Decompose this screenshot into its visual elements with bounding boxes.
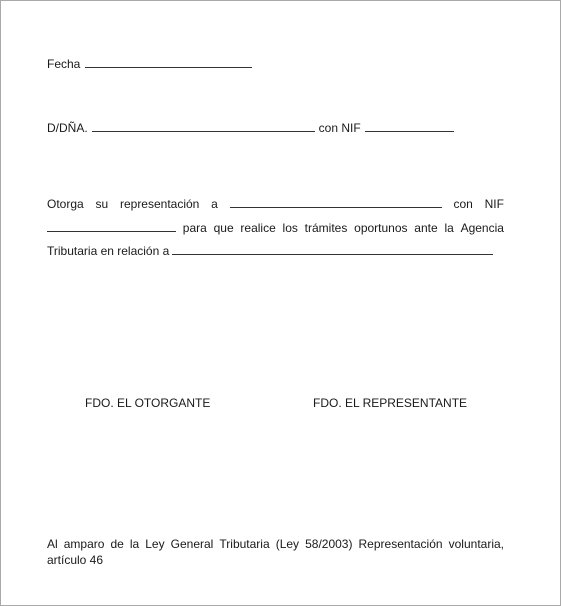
word: Representación [358,537,443,551]
word: para [182,220,207,235]
word: a [211,197,218,211]
word: oportunos [354,220,408,235]
fecha-row [47,57,252,71]
relacion-blank [172,245,493,255]
titular-label: D/DÑA. [47,121,88,135]
representante-nif-blank [47,222,176,232]
fecha-label: Fecha [47,57,81,71]
titular-row [47,121,454,135]
word: representación [119,197,200,211]
representacion-line-3 [47,240,504,264]
word: 58/2003) [305,537,353,551]
titular-name-blank [92,122,315,132]
word: General [170,537,214,551]
titular-nif-label: con NIF [318,121,361,135]
word: Al [47,537,58,551]
representante-name-blank [230,198,442,208]
word: amparo [63,537,105,551]
word: (Ley [275,537,300,551]
legal-line-2: artículo 46 [47,553,104,567]
word: de [110,537,124,551]
legal-line-1 [47,536,504,552]
word: voluntaria, [448,537,504,551]
fecha-blank [85,58,252,68]
relacion-text: Tributaria en relación a [47,244,170,258]
signature-representante: FDO. EL REPRESENTANTE [313,396,468,410]
word: su [95,197,109,211]
legal-note [47,536,504,568]
word: la [129,537,140,551]
word: Ley [145,537,165,551]
signature-otorgante: FDO. EL OTORGANTE [85,396,211,410]
word: Tributaria [219,537,270,551]
word: que [213,220,234,235]
word: ante [414,220,438,235]
word: la [444,220,454,235]
word: NIF [484,197,504,211]
word: Otorga [47,197,84,211]
word: con [453,197,473,211]
representacion-paragraph [47,193,504,264]
word: los [282,220,298,235]
word: realice [240,220,276,235]
word: trámites [304,220,348,235]
representacion-line-2 [47,217,504,241]
representacion-line-1 [47,193,504,217]
word: Agencia [460,220,504,235]
titular-nif-blank [365,122,454,132]
